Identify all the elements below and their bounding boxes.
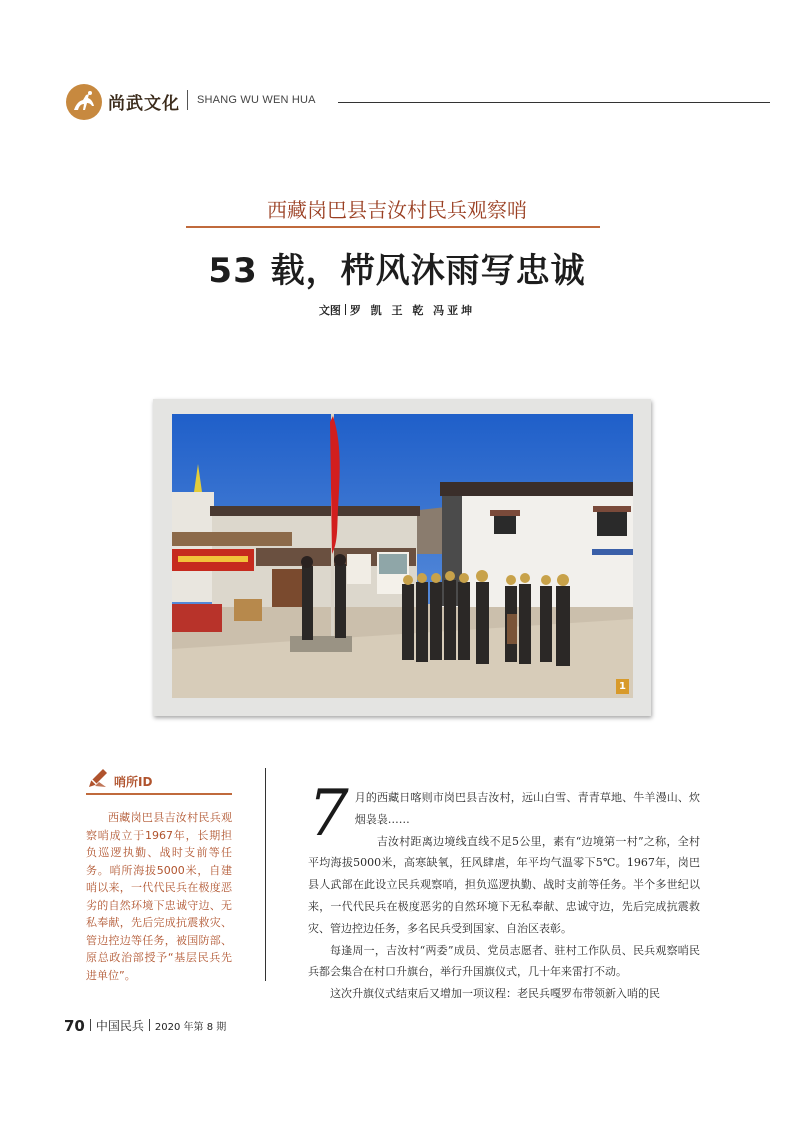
footer-separator [90, 1019, 91, 1031]
photo-frame [153, 399, 651, 716]
issue-label: 2020 年第 8 期 [154, 1022, 227, 1033]
paragraph-4: 这次升旗仪式结束后又增加一项议程：老民兵嘎罗布带领新入哨的民 [330, 987, 660, 1001]
column-name-pinyin: SHANG WU WEN HUA [197, 94, 316, 106]
byline-separator [345, 304, 346, 315]
column-logo-icon [66, 84, 102, 120]
sidebar-title: 哨所ID [114, 775, 153, 789]
byline-authors: 罗 凯 王 乾 冯亚坤 [349, 304, 476, 317]
article-subtitle: 西藏岗巴县吉汝村民兵观察哨 [267, 198, 527, 222]
footer-separator [149, 1019, 150, 1031]
page-footer [64, 1017, 226, 1035]
subtitle-underline [186, 226, 600, 228]
column-divider [265, 768, 266, 981]
byline [200, 302, 594, 318]
paragraph-3: 每逢周一，吉汝村“两委”成员、党员志愿者、驻村工作队员、民兵观察哨民兵都会集合在村口升旗台，举行升国旗仪式，几十年来雷打不动。 [308, 943, 700, 979]
paragraph-2: 吉汝村距离边境线直线不足5公里，素有“边境第一村”之称，全村平均海拔5000米，高寒缺氧，狂风肆虐，年平均气温零下5℃。1967年，岗巴县人武部在此设立民兵观察哨，担负巡逻执勤、战时支前等任务。半个多世纪以来，一代代民兵在极度恶劣的自然环境下无私奉献、忠诚守边，先后完成抗震救灾、管边控边任务，多名民兵受到国家、自治区表彰。 [308, 834, 700, 935]
pencil-icon [86, 766, 110, 790]
byline-label: 文图 [318, 304, 341, 317]
magazine-name: 中国民兵 [95, 1019, 144, 1033]
column-name: 尚武文化 [108, 94, 180, 114]
paragraph-1: 月的西藏日喀则市岗巴县吉汝村，远山白雪、青青草地、牛羊漫山、炊烟袅袅…… [354, 791, 700, 826]
article-body [308, 777, 700, 1005]
photo-number-badge: 1 [616, 679, 629, 694]
sidebar-rule [86, 793, 232, 795]
header-separator [187, 90, 188, 110]
article-title: 53 载，栉风沐雨写忠诚 [208, 251, 586, 291]
header-rule [338, 102, 770, 103]
page-number: 70 [64, 1017, 85, 1035]
flag-raising-photo [172, 414, 633, 698]
drop-cap: 7 [308, 777, 349, 851]
sidebar-text: 西藏岗巴县吉汝村民兵观察哨成立于1967年，长期担负巡逻执勤、战时支前等任务。哨所海拔5000米，自建哨以来，一代代民兵在极度恶劣的自然环境下忠诚守边、无私奉献，先后完成抗震救灾、管边控边等任务，被国防部、原总政治部授予“基层民兵先进单位”。 [86, 811, 232, 982]
